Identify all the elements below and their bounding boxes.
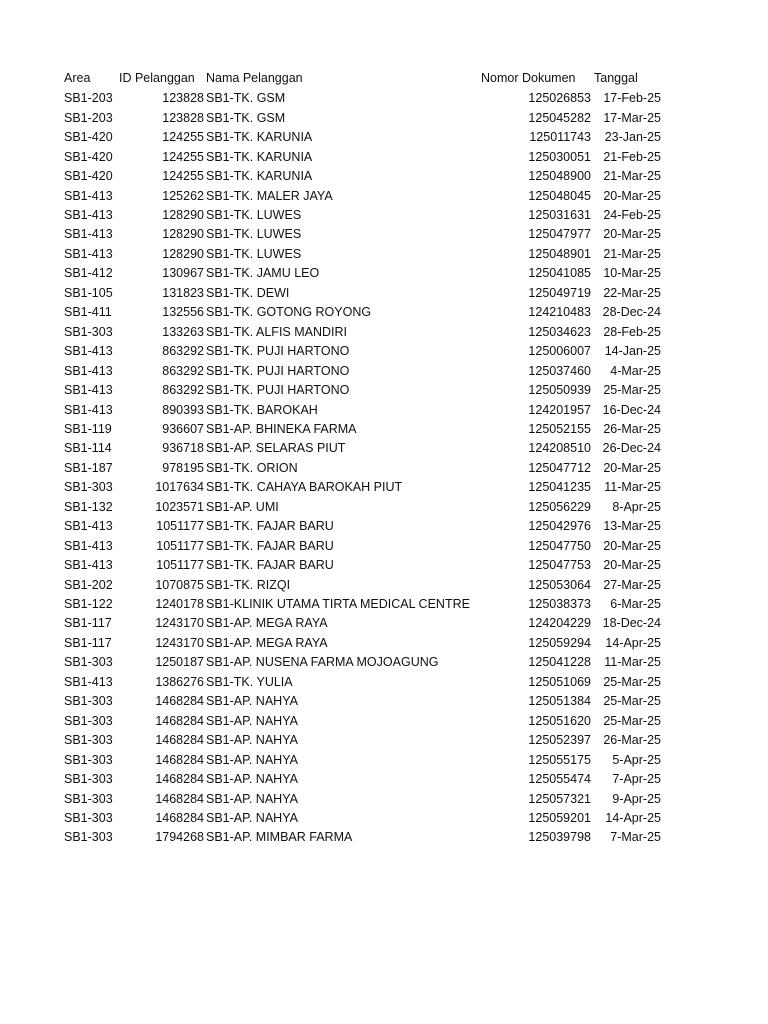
cell-id-pelanggan: 863292 — [162, 344, 204, 359]
table-row — [0, 187, 768, 206]
cell-id-pelanggan: 1051177 — [156, 538, 204, 553]
table-row — [0, 439, 768, 458]
cell-nama-pelanggan: SB1-TK. ALFIS MANDIRI — [206, 324, 348, 339]
cell-tanggal: 7-Apr-25 — [612, 772, 661, 787]
cell-nomor-dokumen: 125006007 — [528, 344, 591, 359]
cell-nomor-dokumen: 125048900 — [528, 169, 591, 184]
cell-nama-pelanggan: SB1-KLINIK UTAMA TIRTA MEDICAL CENTRE — [206, 597, 470, 611]
cell-nama-pelanggan: SB1-TK. DEWI — [206, 285, 290, 300]
cell-tanggal: 20-Mar-25 — [603, 538, 661, 553]
table-row — [0, 576, 768, 595]
cell-tanggal: 6-Mar-25 — [610, 597, 661, 611]
cell-nomor-dokumen: 125055474 — [528, 772, 591, 787]
cell-id-pelanggan: 1023571 — [155, 499, 204, 514]
cell-area: SB1-413 — [64, 208, 113, 222]
cell-area: SB1-413 — [64, 227, 113, 242]
cell-area: SB1-303 — [64, 791, 113, 806]
cell-nomor-dokumen: 125031631 — [528, 208, 591, 222]
cell-nama-pelanggan: SB1-AP. NAHYA — [206, 772, 298, 787]
cell-tanggal: 14-Jan-25 — [604, 344, 661, 359]
table-row — [0, 595, 768, 614]
table-row — [0, 478, 768, 497]
table-row — [0, 225, 768, 244]
cell-area: SB1-303 — [64, 830, 113, 845]
cell-tanggal: 20-Mar-25 — [603, 188, 661, 203]
cell-nama-pelanggan: SB1-AP. SELARAS PIUT — [206, 441, 346, 456]
cell-nama-pelanggan: SB1-AP. NAHYA — [206, 733, 298, 748]
cell-tanggal: 25-Mar-25 — [603, 713, 661, 728]
cell-nomor-dokumen: 125047753 — [528, 558, 591, 573]
cell-id-pelanggan: 936718 — [162, 441, 204, 456]
cell-id-pelanggan: 863292 — [162, 363, 204, 378]
cell-tanggal: 28-Feb-25 — [603, 324, 661, 339]
cell-area: SB1-117 — [64, 635, 112, 650]
cell-tanggal: 14-Apr-25 — [605, 810, 661, 825]
cell-id-pelanggan: 124255 — [162, 130, 204, 145]
cell-id-pelanggan: 1070875 — [155, 577, 204, 592]
cell-tanggal: 26-Dec-24 — [602, 441, 661, 456]
cell-nama-pelanggan: SB1-TK. PUJI HARTONO — [206, 363, 350, 378]
cell-nama-pelanggan: SB1-TK. LUWES — [206, 208, 302, 222]
cell-nama-pelanggan: SB1-TK. FAJAR BARU — [206, 558, 334, 573]
cell-area: SB1-114 — [64, 441, 112, 456]
cell-area: SB1-303 — [64, 655, 113, 670]
cell-nama-pelanggan: SB1-TK. PUJI HARTONO — [206, 344, 350, 359]
cell-tanggal: 20-Mar-25 — [603, 227, 661, 242]
cell-nomor-dokumen: 125039798 — [528, 830, 591, 845]
cell-area: SB1-413 — [64, 519, 113, 534]
cell-tanggal: 7-Mar-25 — [610, 830, 661, 845]
cell-nomor-dokumen: 125041228 — [528, 655, 591, 670]
cell-nama-pelanggan: SB1-TK. ORION — [206, 460, 298, 475]
table-row — [0, 284, 768, 303]
cell-nama-pelanggan: SB1-AP. NAHYA — [206, 713, 298, 728]
cell-nama-pelanggan: SB1-TK. MALER JAYA — [206, 188, 333, 203]
cell-tanggal: 25-Mar-25 — [603, 674, 661, 689]
cell-nama-pelanggan: SB1-AP. NAHYA — [206, 694, 298, 709]
cell-area: SB1-411 — [64, 305, 112, 320]
cell-tanggal: 17-Mar-25 — [603, 110, 661, 125]
cell-nomor-dokumen: 125053064 — [528, 577, 591, 592]
cell-nama-pelanggan: SB1-TK. JAMU LEO — [206, 266, 320, 281]
table-row — [0, 673, 768, 692]
cell-nomor-dokumen: 125048901 — [528, 246, 591, 261]
cell-id-pelanggan: 936607 — [162, 421, 204, 436]
cell-id-pelanggan: 130967 — [162, 266, 204, 281]
cell-id-pelanggan: 1240178 — [155, 597, 204, 611]
table-row — [0, 245, 768, 264]
cell-nomor-dokumen: 125045282 — [528, 110, 591, 125]
cell-tanggal: 27-Mar-25 — [603, 577, 661, 592]
cell-tanggal: 28-Dec-24 — [602, 305, 661, 320]
cell-nama-pelanggan: SB1-TK. KARUNIA — [206, 130, 313, 145]
cell-id-pelanggan: 1243170 — [155, 616, 204, 631]
cell-tanggal: 25-Mar-25 — [603, 383, 661, 398]
cell-nomor-dokumen: 124208510 — [528, 441, 591, 456]
cell-id-pelanggan: 1243170 — [155, 635, 204, 650]
cell-id-pelanggan: 128290 — [162, 227, 204, 242]
header-nama-pelanggan: Nama Pelanggan — [206, 71, 303, 85]
cell-nomor-dokumen: 125038373 — [528, 597, 591, 611]
cell-area: SB1-132 — [64, 499, 113, 514]
cell-tanggal: 20-Mar-25 — [603, 558, 661, 573]
cell-tanggal: 23-Jan-25 — [604, 130, 661, 145]
cell-tanggal: 8-Apr-25 — [612, 499, 661, 514]
cell-nomor-dokumen: 125056229 — [528, 499, 591, 514]
cell-nama-pelanggan: SB1-TK. RIZQI — [206, 577, 291, 592]
cell-tanggal: 25-Mar-25 — [603, 694, 661, 709]
cell-id-pelanggan: 1468284 — [155, 733, 204, 748]
cell-nama-pelanggan: SB1-TK. PUJI HARTONO — [206, 383, 350, 398]
cell-nama-pelanggan: SB1-TK. LUWES — [206, 227, 302, 242]
cell-nama-pelanggan: SB1-TK. FAJAR BARU — [206, 519, 334, 534]
cell-tanggal: 13-Mar-25 — [603, 519, 661, 534]
cell-area: SB1-420 — [64, 169, 113, 184]
cell-area: SB1-413 — [64, 558, 113, 573]
cell-tanggal: 21-Feb-25 — [603, 149, 661, 164]
cell-id-pelanggan: 1250187 — [155, 655, 204, 670]
cell-id-pelanggan: 133263 — [162, 324, 204, 339]
cell-area: SB1-420 — [64, 130, 113, 145]
table-row — [0, 420, 768, 439]
cell-id-pelanggan: 1468284 — [155, 752, 204, 767]
cell-area: SB1-117 — [64, 616, 112, 631]
cell-nama-pelanggan: SB1-AP. NUSENA FARMA MOJOAGUNG — [206, 655, 439, 670]
cell-area: SB1-122 — [64, 597, 113, 611]
cell-area: SB1-303 — [64, 324, 113, 339]
cell-nomor-dokumen: 125052397 — [528, 733, 591, 748]
cell-area: SB1-303 — [64, 752, 113, 767]
cell-id-pelanggan: 1468284 — [155, 713, 204, 728]
cell-nama-pelanggan: SB1-TK. KARUNIA — [206, 149, 313, 164]
cell-id-pelanggan: 1051177 — [156, 558, 204, 573]
table-row — [0, 517, 768, 536]
cell-id-pelanggan: 1468284 — [155, 772, 204, 787]
table-row — [0, 828, 768, 847]
cell-nama-pelanggan: SB1-TK. LUWES — [206, 246, 302, 261]
header-tanggal: Tanggal — [594, 71, 638, 85]
cell-area: SB1-413 — [64, 674, 113, 689]
cell-area: SB1-413 — [64, 344, 113, 359]
table-row — [0, 323, 768, 342]
cell-nama-pelanggan: SB1-TK. KARUNIA — [206, 169, 313, 184]
cell-id-pelanggan: 1468284 — [155, 694, 204, 709]
cell-area: SB1-412 — [64, 266, 113, 281]
cell-id-pelanggan: 1017634 — [155, 480, 204, 495]
table-row — [0, 206, 768, 225]
cell-area: SB1-413 — [64, 188, 113, 203]
cell-nama-pelanggan: SB1-AP. NAHYA — [206, 752, 298, 767]
table-row — [0, 770, 768, 789]
table-row — [0, 303, 768, 322]
table-row — [0, 614, 768, 633]
table-row — [0, 498, 768, 517]
cell-id-pelanggan: 125262 — [162, 188, 204, 203]
cell-nomor-dokumen: 125055175 — [528, 752, 591, 767]
table-row — [0, 167, 768, 186]
cell-id-pelanggan: 131823 — [162, 285, 204, 300]
table-row — [0, 342, 768, 361]
cell-area: SB1-413 — [64, 538, 113, 553]
cell-nomor-dokumen: 125047977 — [528, 227, 591, 242]
cell-nama-pelanggan: SB1-TK. GSM — [206, 91, 286, 106]
cell-area: SB1-105 — [64, 285, 113, 300]
cell-tanggal: 20-Mar-25 — [603, 460, 661, 475]
cell-tanggal: 10-Mar-25 — [603, 266, 661, 281]
cell-id-pelanggan: 1051177 — [156, 519, 204, 534]
table-row — [0, 264, 768, 283]
cell-nama-pelanggan: SB1-TK. FAJAR BARU — [206, 538, 334, 553]
cell-area: SB1-303 — [64, 480, 113, 495]
cell-id-pelanggan: 1468284 — [155, 810, 204, 825]
cell-nomor-dokumen: 125051384 — [528, 694, 591, 709]
cell-nomor-dokumen: 125051069 — [528, 674, 591, 689]
cell-area: SB1-303 — [64, 713, 113, 728]
cell-tanggal: 11-Mar-25 — [604, 655, 661, 670]
cell-nomor-dokumen: 125034623 — [528, 324, 591, 339]
cell-tanggal: 9-Apr-25 — [612, 791, 661, 806]
cell-nomor-dokumen: 124204229 — [528, 616, 591, 631]
cell-id-pelanggan: 128290 — [162, 208, 204, 222]
cell-nama-pelanggan: SB1-AP. MEGA RAYA — [206, 616, 328, 631]
cell-nomor-dokumen: 125037460 — [528, 363, 591, 378]
cell-tanggal: 4-Mar-25 — [610, 363, 661, 378]
cell-nama-pelanggan: SB1-AP. MIMBAR FARMA — [206, 830, 353, 845]
table-row — [0, 401, 768, 420]
table-row — [0, 89, 768, 108]
table-row — [0, 381, 768, 400]
cell-area: SB1-187 — [64, 460, 113, 475]
cell-id-pelanggan: 123828 — [162, 91, 204, 106]
cell-nomor-dokumen: 125048045 — [528, 188, 591, 203]
cell-area: SB1-203 — [64, 110, 113, 125]
cell-nama-pelanggan: SB1-TK. YULIA — [206, 674, 293, 689]
cell-area: SB1-303 — [64, 772, 113, 787]
cell-tanggal: 24-Feb-25 — [603, 208, 661, 222]
cell-id-pelanggan: 863292 — [162, 383, 204, 398]
table-row — [0, 692, 768, 711]
table-row — [0, 712, 768, 731]
cell-id-pelanggan: 124255 — [162, 149, 204, 164]
cell-nama-pelanggan: SB1-AP. NAHYA — [206, 791, 298, 806]
table-row — [0, 556, 768, 575]
cell-nama-pelanggan: SB1-TK. CAHAYA BAROKAH PIUT — [206, 480, 403, 495]
cell-nomor-dokumen: 125051620 — [528, 713, 591, 728]
cell-tanggal: 18-Dec-24 — [602, 616, 661, 631]
cell-tanggal: 11-Mar-25 — [604, 480, 661, 495]
table-row — [0, 109, 768, 128]
header-nomor-dokumen: Nomor Dokumen — [481, 71, 576, 85]
cell-id-pelanggan: 1468284 — [155, 791, 204, 806]
cell-area: SB1-303 — [64, 733, 113, 748]
table-row — [0, 148, 768, 167]
table-row — [0, 634, 768, 653]
cell-area: SB1-303 — [64, 810, 113, 825]
table-row — [0, 731, 768, 750]
cell-nama-pelanggan: SB1-AP. MEGA RAYA — [206, 635, 328, 650]
cell-nama-pelanggan: SB1-AP. UMI — [206, 499, 279, 514]
cell-area: SB1-119 — [64, 421, 112, 436]
cell-area: SB1-413 — [64, 363, 113, 378]
cell-tanggal: 16-Dec-24 — [602, 402, 661, 417]
cell-id-pelanggan: 124255 — [162, 169, 204, 184]
cell-nama-pelanggan: SB1-AP. NAHYA — [206, 810, 298, 825]
cell-id-pelanggan: 1794268 — [155, 830, 204, 845]
cell-nomor-dokumen: 125030051 — [528, 149, 591, 164]
cell-nama-pelanggan: SB1-TK. GSM — [206, 110, 286, 125]
table-row — [0, 653, 768, 672]
header-area: Area — [64, 71, 91, 85]
cell-id-pelanggan: 890393 — [162, 402, 204, 417]
cell-id-pelanggan: 978195 — [162, 460, 204, 475]
cell-nomor-dokumen: 125050939 — [528, 383, 591, 398]
cell-nomor-dokumen: 125059294 — [528, 635, 591, 650]
cell-area: SB1-413 — [64, 402, 113, 417]
cell-nomor-dokumen: 124201957 — [528, 402, 591, 417]
cell-id-pelanggan: 132556 — [162, 305, 204, 320]
cell-area: SB1-202 — [64, 577, 113, 592]
cell-tanggal: 14-Apr-25 — [605, 635, 661, 650]
cell-id-pelanggan: 123828 — [162, 110, 204, 125]
table-row — [0, 362, 768, 381]
cell-tanggal: 17-Feb-25 — [603, 91, 661, 106]
cell-area: SB1-420 — [64, 149, 113, 164]
cell-id-pelanggan: 128290 — [162, 246, 204, 261]
cell-id-pelanggan: 1386276 — [155, 674, 204, 689]
cell-area: SB1-303 — [64, 694, 113, 709]
cell-nama-pelanggan: SB1-AP. BHINEKA FARMA — [206, 421, 357, 436]
cell-area: SB1-413 — [64, 246, 113, 261]
header-id-pelanggan: ID Pelanggan — [119, 71, 195, 85]
cell-nomor-dokumen: 125041085 — [528, 266, 591, 281]
cell-nomor-dokumen: 125047750 — [528, 538, 591, 553]
cell-nomor-dokumen: 125041235 — [528, 480, 591, 495]
table-row — [0, 751, 768, 770]
cell-nama-pelanggan: SB1-TK. BAROKAH — [206, 402, 318, 417]
cell-tanggal: 26-Mar-25 — [603, 421, 661, 436]
cell-tanggal: 22-Mar-25 — [603, 285, 661, 300]
cell-nomor-dokumen: 125052155 — [528, 421, 591, 436]
cell-nomor-dokumen: 125047712 — [528, 460, 591, 475]
cell-tanggal: 21-Mar-25 — [603, 246, 661, 261]
cell-tanggal: 21-Mar-25 — [603, 169, 661, 184]
table-row — [0, 459, 768, 478]
cell-nomor-dokumen: 125011743 — [529, 130, 591, 145]
cell-nomor-dokumen: 124210483 — [528, 305, 591, 320]
cell-nomor-dokumen: 125057321 — [528, 791, 591, 806]
table-row — [0, 537, 768, 556]
cell-tanggal: 5-Apr-25 — [612, 752, 661, 767]
cell-nomor-dokumen: 125026853 — [528, 91, 591, 106]
cell-nomor-dokumen: 125042976 — [528, 519, 591, 534]
table-row — [0, 790, 768, 809]
table-row — [0, 128, 768, 147]
cell-area: SB1-203 — [64, 91, 113, 106]
cell-nomor-dokumen: 125049719 — [528, 285, 591, 300]
cell-tanggal: 26-Mar-25 — [603, 733, 661, 748]
cell-nama-pelanggan: SB1-TK. GOTONG ROYONG — [206, 305, 372, 320]
cell-area: SB1-413 — [64, 383, 113, 398]
cell-nomor-dokumen: 125059201 — [528, 810, 591, 825]
header-row — [0, 69, 768, 88]
table-row — [0, 809, 768, 828]
